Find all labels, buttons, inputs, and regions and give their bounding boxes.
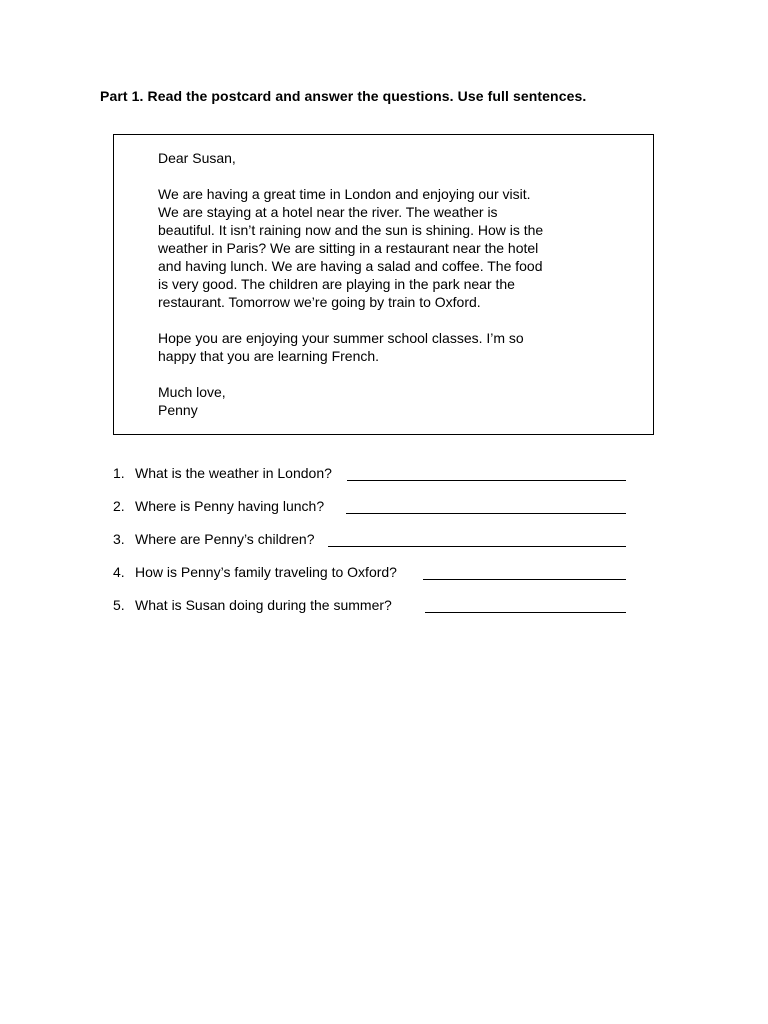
answer-blank[interactable]	[346, 513, 626, 514]
postcard-line: We are staying at a hotel near the river. The weather is	[158, 204, 498, 220]
question-list	[113, 464, 628, 629]
question-text: Where is Penny having lunch?	[135, 498, 325, 514]
question-item	[113, 530, 628, 563]
question-text: How is Penny’s family traveling to Oxford?	[135, 564, 397, 580]
postcard-line: We are having a great time in London and enjoying our visit.	[158, 186, 531, 202]
answer-blank[interactable]	[425, 612, 626, 613]
postcard-box	[113, 134, 654, 435]
question-number: 1.	[113, 465, 125, 481]
question-number: 5.	[113, 597, 125, 613]
answer-blank[interactable]	[328, 546, 626, 547]
question-item	[113, 596, 628, 629]
postcard-line: Hope you are enjoying your summer school classes. I’m so	[158, 330, 524, 346]
postcard-line: restaurant. Tomorrow we’re going by train to Oxford.	[158, 294, 481, 310]
question-number: 2.	[113, 498, 125, 514]
worksheet-heading: Part 1. Read the postcard and answer the questions. Use full sentences.	[100, 88, 587, 104]
postcard-closing: Much love,	[158, 384, 226, 400]
postcard-line: weather in Paris? We are sitting in a restaurant near the hotel	[158, 240, 539, 256]
postcard-line: happy that you are learning French.	[158, 348, 380, 364]
question-item	[113, 563, 628, 596]
question-text: What is Susan doing during the summer?	[135, 597, 392, 613]
answer-blank[interactable]	[347, 480, 626, 481]
question-text: Where are Penny’s children?	[135, 531, 315, 547]
postcard-closing-block	[158, 383, 598, 419]
question-item	[113, 464, 628, 497]
postcard-paragraph-1	[158, 185, 598, 311]
postcard-greeting: Dear Susan,	[158, 150, 236, 166]
postcard-line: is very good. The children are playing in the park near the	[158, 276, 515, 292]
postcard-paragraph-2	[158, 329, 598, 365]
question-text: What is the weather in London?	[135, 465, 332, 481]
question-item	[113, 497, 628, 530]
postcard-signature: Penny	[158, 402, 198, 418]
postcard-line: beautiful. It isn’t raining now and the sun is shining. How is the	[158, 222, 544, 238]
question-number: 3.	[113, 531, 125, 547]
postcard-text	[158, 149, 598, 419]
postcard-line: and having lunch. We are having a salad and coffee. The food	[158, 258, 543, 274]
answer-blank[interactable]	[423, 579, 626, 580]
question-number: 4.	[113, 564, 125, 580]
